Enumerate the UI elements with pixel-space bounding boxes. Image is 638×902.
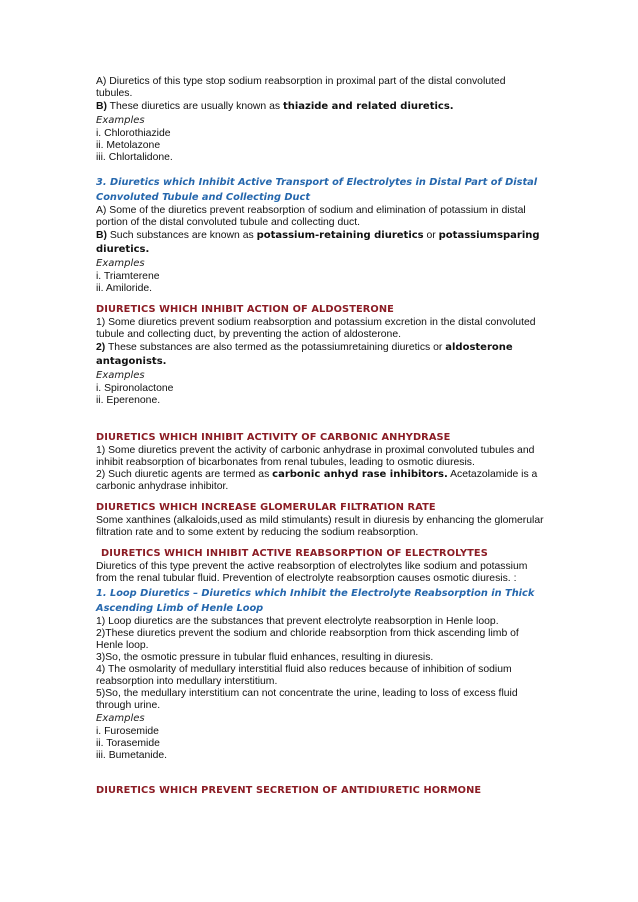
paragraph-1: 1) Some diuretics prevent sodium reabsorption and potassium excretion in the distal convoluted tubule and collecting duct, by preventing the action of aldosterone. (96, 317, 536, 340)
b-bold: thiazide and related diuretics. (282, 101, 454, 112)
example-item: i. Triamterene (96, 271, 160, 282)
examples-label: Examples (96, 258, 145, 269)
paragraph-a: A) Some of the diuretics prevent reabsorption of sodium and elimination of potassium in distal portion of the distal convoluted tubule and collecting duct. (96, 205, 526, 228)
p2-bold: aldosterone antagonists. (96, 342, 513, 367)
example-item: i. Spironolactone (96, 383, 174, 394)
examples-label: Examples (96, 713, 145, 724)
subheading-line-1: Loop Diuretics – Diuretics which Inhibit the Electrolyte Reabsorption in Thick (106, 588, 535, 599)
b-prefix: B) (96, 101, 107, 112)
subheading-number: 1. (96, 588, 107, 599)
example-item: iii. Chlortalidone. (96, 152, 173, 163)
section-heading-continued: Convoluted Tubule and Collecting Duct (96, 192, 311, 203)
carbonic-anhydrase-section (96, 431, 544, 493)
examples-label: Examples (96, 115, 145, 126)
section-heading: DIURETICS WHICH INHIBIT ACTIVITY OF CARBONIC ANHYDRASE (96, 432, 451, 443)
p2-bold: carbonic anhyd rase inhibitors. (272, 469, 448, 480)
b-text: These diuretics are usually known as (106, 101, 283, 112)
example-item: i. Chlorothiazide (96, 128, 171, 139)
example-item: iii. Bumetanide. (96, 750, 168, 761)
examples-label: Examples (96, 370, 145, 381)
section-heading (96, 175, 544, 190)
paragraph-a: A) Diuretics of this type stop sodium reabsorption in proximal part of the distal convoluted tubules. (96, 76, 506, 99)
point-item: 3)So, the osmotic pressure in tubular fluid enhances, resulting in diuresis. (96, 652, 434, 663)
section-heading: DIURETICS WHICH INCREASE GLOMERULAR FILTRATION RATE (96, 502, 436, 513)
p2-tail: Acetazolamide is a carbonic anhydrase inhibitor. (96, 469, 538, 492)
paragraph-b (96, 100, 544, 114)
b-bold-1: potassium-retaining diuretics (256, 230, 424, 241)
paragraph-1: 1) Some diuretics prevent the activity of carbonic anhydrase in proximal convoluted tubules and inhibit reabsorption of bicarbonates from renal tubules, leading to osmotic diuresis. (96, 445, 535, 468)
paragraph-2 (96, 469, 544, 493)
p2-text: 2) Such diuretic agents are termed as (96, 469, 273, 480)
example-item: ii. Eperenone. (96, 395, 161, 406)
b-bold-2: potassiumsparing diuretics. (96, 230, 540, 255)
section-heading: DIURETICS WHICH INHIBIT ACTIVE REABSORPTION OF ELECTROLYTES (101, 548, 488, 559)
subsection-heading-continued: Ascending Limb of Henle Loop (96, 603, 264, 614)
document-page (96, 76, 544, 798)
subsection-heading (96, 586, 544, 601)
adh-section (96, 784, 544, 798)
point-item: 2)These diuretics prevent the sodium and chloride reabsorption from thick ascending limb of Henle loop. (96, 628, 519, 651)
b-or: or (423, 230, 439, 241)
p2-text: These substances are also termed as the potassiumretaining diuretics or (105, 342, 446, 353)
point-item: 1) Loop diuretics are the substances that prevent electrolyte reabsorption in Henle loop. (96, 616, 499, 627)
gfr-section (96, 501, 544, 539)
paragraph-1: Some xanthines (alkaloids,used as mild stimulants) result in diuresis by enhancing the glomerular filtration rate and to some extent by reducing the sodium reabsorption. (96, 515, 544, 538)
p2-prefix: 2) (96, 342, 106, 353)
example-item: ii. Metolazone (96, 140, 161, 151)
section-heading: DIURETICS WHICH INHIBIT ACTION OF ALDOSTERONE (96, 304, 394, 315)
section-heading: DIURETICS WHICH PREVENT SECRETION OF ANTIDIURETIC HORMONE (96, 785, 482, 796)
point-item: 5)So, the medullary interstitium can not concentrate the urine, leading to loss of excess fluid through urine. (96, 688, 518, 711)
paragraph-1: Diuretics of this type prevent the active reabsorption of electrolytes like sodium and potassium from the renal tubular fluid. Prevention of electrolyte reabsorption causes osmotic diuresis. : (96, 561, 528, 584)
thiazide-section (96, 76, 544, 164)
heading-number: 3. (96, 177, 107, 188)
active-reabsorption-section (96, 547, 544, 762)
paragraph-2 (96, 341, 544, 369)
example-item: ii. Amiloride. (96, 283, 153, 294)
example-item: ii. Torasemide (96, 738, 160, 749)
distal-transport-section (96, 175, 544, 295)
paragraph-b (96, 229, 544, 257)
example-item: i. Furosemide (96, 726, 159, 737)
b-prefix: B) (96, 230, 107, 241)
heading-line-1: Diuretics which Inhibit Active Transport of Electrolytes in Distal Part of Distal (106, 177, 538, 188)
b-text: Such substances are known as (106, 230, 257, 241)
aldosterone-section (96, 303, 544, 407)
point-item: 4) The osmolarity of medullary interstitial fluid also reduces because of inhibition of sodium reabsorption into medullary interstitium. (96, 664, 512, 687)
